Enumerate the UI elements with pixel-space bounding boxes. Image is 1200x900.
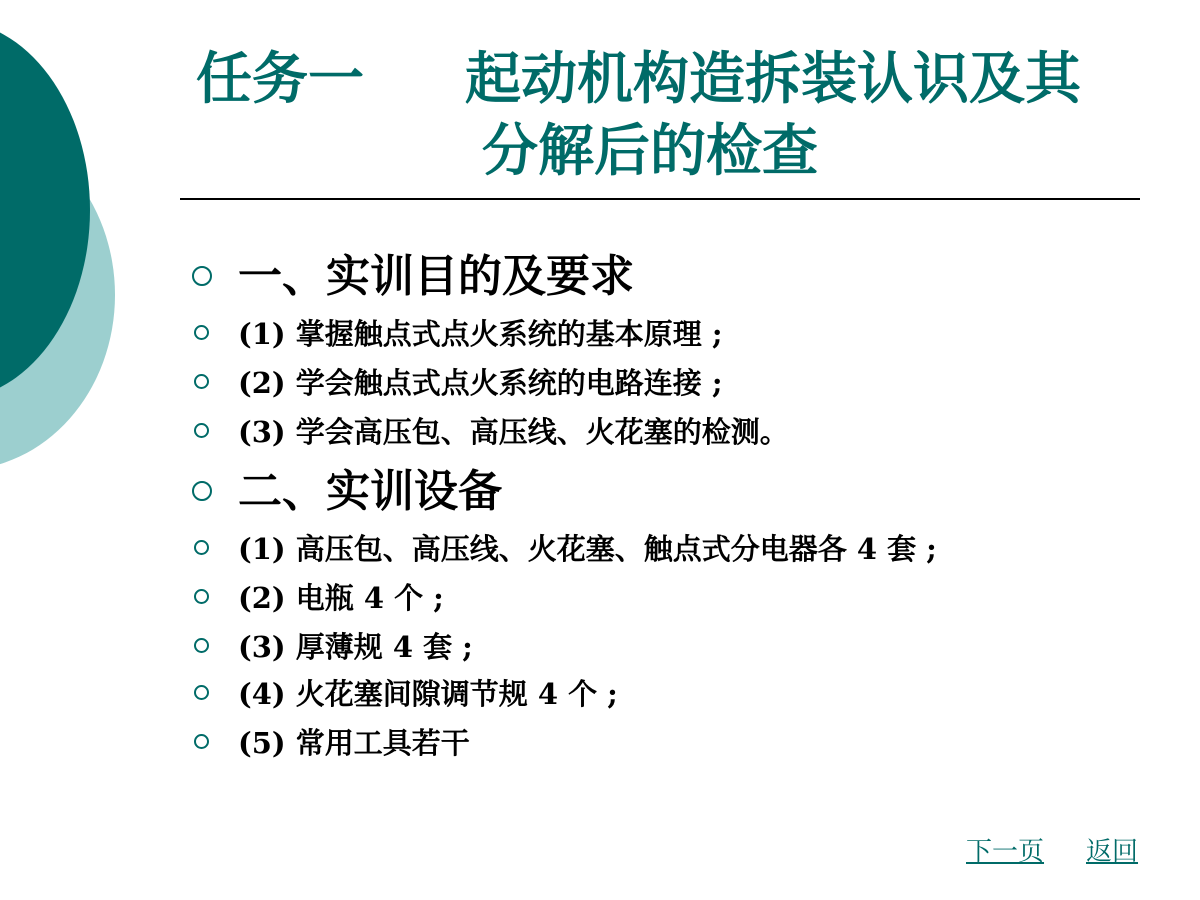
- task-name-part2: 分解后的检查: [482, 118, 818, 184]
- hollow-circle-bullet-icon: [194, 589, 209, 604]
- back-link[interactable]: 返回: [1086, 837, 1139, 867]
- hollow-circle-bullet-icon: [194, 638, 209, 653]
- task-label: 任务一: [196, 46, 364, 112]
- hollow-circle-bullet-icon: [192, 481, 212, 501]
- hollow-circle-bullet-icon: [194, 374, 209, 389]
- list-item-text: (1) 高压包、高压线、火花塞、触点式分电器各 4 套 ;: [238, 532, 937, 566]
- hollow-circle-bullet-icon: [194, 540, 209, 555]
- section-heading-text: 一、实训目的及要求: [238, 251, 634, 302]
- list-item-text: (1) 掌握触点式点火系统的基本原理 ;: [238, 317, 723, 351]
- hollow-circle-bullet-icon: [194, 423, 209, 438]
- hollow-circle-bullet-icon: [194, 734, 209, 749]
- list-item-text: (2) 电瓶 4 个 ;: [238, 581, 444, 615]
- title-divider: [180, 198, 1140, 200]
- hollow-circle-bullet-icon: [192, 266, 212, 286]
- list-item-text: (3) 学会高压包、高压线、火花塞的检测。: [238, 415, 789, 449]
- list-item-text: (2) 学会触点式点火系统的电路连接 ;: [238, 366, 723, 400]
- next-page-link[interactable]: 下一页: [966, 837, 1045, 867]
- hollow-circle-bullet-icon: [194, 685, 209, 700]
- list-item-text: (3) 厚薄规 4 套 ;: [238, 630, 473, 664]
- section-heading-text: 二、实训设备: [238, 466, 502, 517]
- list-item-text: (4) 火花塞间隙调节规 4 个 ;: [238, 677, 618, 711]
- hollow-circle-bullet-icon: [194, 325, 209, 340]
- task-name-part1: 起动机构造拆装认识及其: [465, 46, 1081, 112]
- list-item-text: (5) 常用工具若干: [238, 726, 470, 760]
